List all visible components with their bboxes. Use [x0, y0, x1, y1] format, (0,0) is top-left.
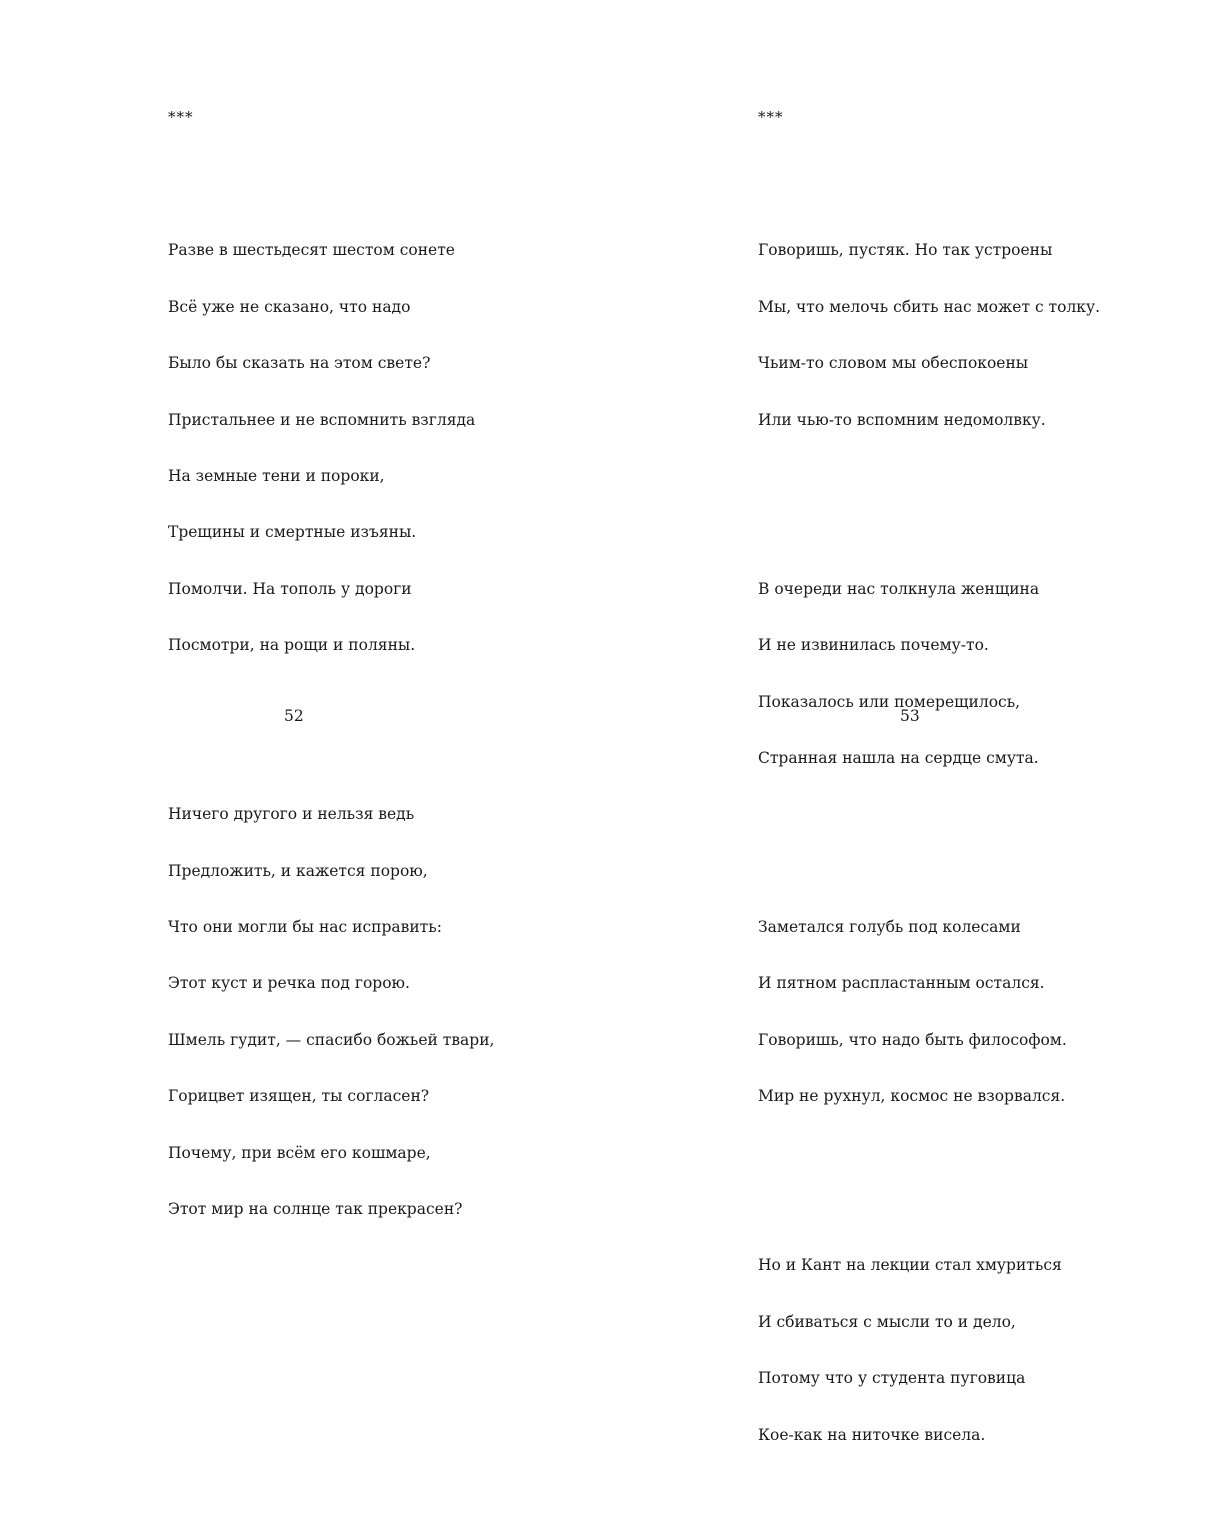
poem-line: Говоришь, что надо быть философом.: [758, 1030, 1067, 1049]
poem-line: В очереди нас толкнула женщина: [758, 579, 1040, 598]
right-stanza-2: [758, 542, 1100, 805]
poem-line: Мир не рухнул, космос не взорвался.: [758, 1087, 1066, 1106]
right-stanza-4: [758, 1219, 1100, 1482]
right-page-number: 53: [900, 707, 920, 725]
left-stanza-2: [168, 768, 494, 1257]
left-poem: [168, 70, 494, 1294]
poem-line: Странная нашла на сердце смута.: [758, 748, 1039, 767]
poem-line: Заметался голубь под колесами: [758, 918, 1021, 937]
poem-line: Мы, что мелочь сбить нас может с толку.: [758, 297, 1101, 316]
poem-line: Чьим-то словом мы обеспокоены: [758, 354, 1029, 373]
poem-line: Пристальнее и не вспомнить взгляда: [168, 410, 476, 429]
poem-line: Почему, при всём его кошмаре,: [168, 1143, 431, 1162]
right-stanza-3: [758, 880, 1100, 1143]
poem-line: Говоришь, пустяк. Но так устроены: [758, 241, 1053, 260]
poem-line: Посмотри, на рощи и поляны.: [168, 636, 416, 655]
poem-line: И пятном распластанным остался.: [758, 974, 1045, 993]
right-ornament: ***: [758, 107, 784, 126]
left-page-number: 52: [284, 707, 304, 725]
right-poem: [758, 70, 1100, 1520]
poem-line: Или чью-то вспомним недомолвку.: [758, 410, 1046, 429]
poem-line: Помолчи. На тополь у дороги: [168, 579, 412, 598]
poem-line: Этот куст и речка под горою.: [168, 974, 410, 993]
poem-line: Этот мир на солнце так прекрасен?: [168, 1200, 463, 1219]
right-stanza-1: [758, 204, 1100, 467]
poem-line: Ничего другого и нельзя ведь: [168, 805, 415, 824]
poem-line: Было бы сказать на этом свете?: [168, 354, 431, 373]
poem-line: Но и Кант на лекции стал хмуриться: [758, 1256, 1062, 1275]
poem-line: Трещины и смертные изъяны.: [168, 523, 417, 542]
poem-line: И не извинилась почему-то.: [758, 636, 989, 655]
poem-line: На земные тени и пороки,: [168, 466, 385, 485]
left-ornament: ***: [168, 107, 194, 126]
poem-line: Всё уже не сказано, что надо: [168, 297, 411, 316]
poem-line: Показалось или померещилось,: [758, 692, 1021, 711]
poem-line: Что они могли бы нас исправить:: [168, 918, 442, 937]
poem-line: Потому что у студента пуговица: [758, 1369, 1026, 1388]
poem-line: Разве в шестьдесят шестом сонете: [168, 241, 455, 260]
poem-line: Предложить, и кажется порою,: [168, 861, 428, 880]
poem-line: Шмель гудит, — спасибо божьей твари,: [168, 1030, 495, 1049]
left-page: [0, 0, 606, 1219]
poem-line: Горицвет изящен, ты согласен?: [168, 1087, 430, 1106]
poem-line: Кое-как на ниточке висела.: [758, 1425, 986, 1444]
right-page: [606, 0, 1212, 1444]
poem-line: И сбиваться с мысли то и дело,: [758, 1312, 1016, 1331]
left-stanza-1: [168, 204, 494, 693]
